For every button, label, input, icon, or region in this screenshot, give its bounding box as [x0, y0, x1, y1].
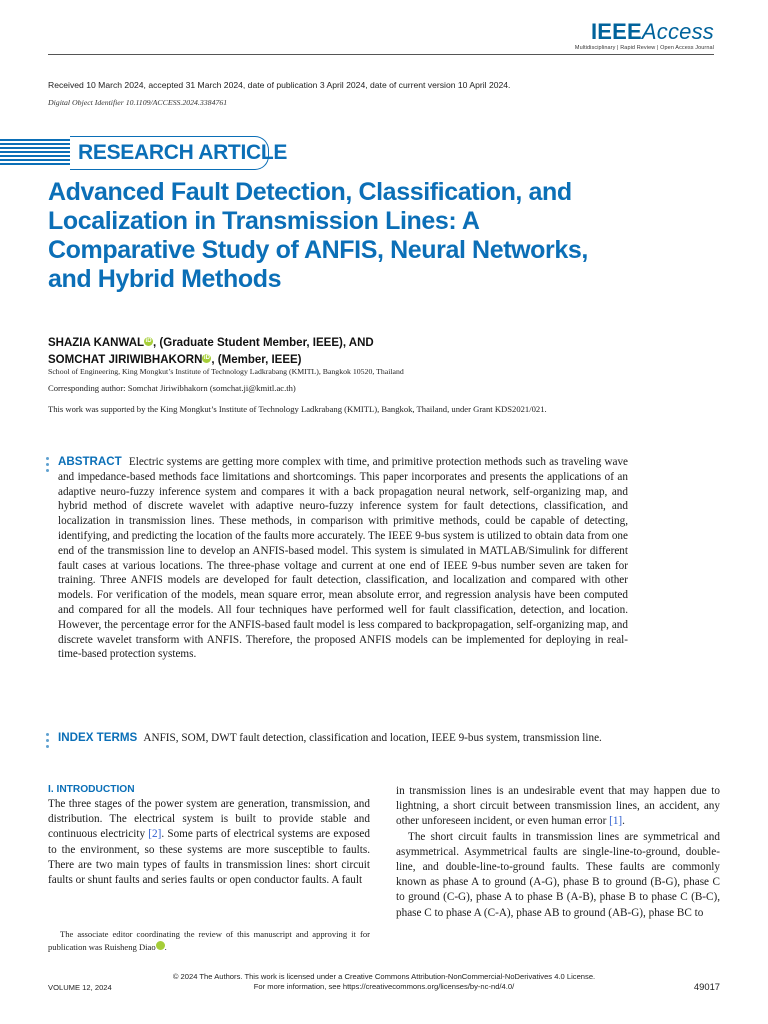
logo-wordmark [575, 20, 714, 44]
author-name: SHAZIA KANWAL [48, 337, 145, 349]
doi-line: Digital Object Identifier 10.1109/ACCESS.2024.3384761 [48, 98, 228, 107]
text-run: in transmission lines is an undesirable event that may happen due to lightning, a short circuit between transmission lines, an accident, any other unforeseen incident, or even human error [396, 785, 720, 828]
author-name: SOMCHAT JIRIWIBHAKORN [48, 354, 203, 366]
editor-note: The associate editor coordinating the review of this manuscript and approving it for publication was Ruisheng Diao iD. [48, 929, 370, 952]
intro-paragraph-3: The short circuit faults in transmission lines are symmetrical and asymmetrical. Asymmetrical faults are single-line-to-ground, double-line, and double-line-to-ground faults. These faults are commonly known as phase A to ground (A-G), phase B to ground (B-G), phase C to ground (C-G), phase A to phase B (A-B), phase B to phase C (B-C), phase C to phase A (C-A), phase AB to ground (AB-G), phase BC to [396, 830, 720, 919]
author-list [48, 335, 374, 369]
logo-tagline: Multidisciplinary | Rapid Review | Open Access Journal [574, 45, 714, 51]
abstract-heading: ABSTRACT [58, 455, 122, 468]
volume-label: VOLUME 12, 2024 [48, 983, 112, 992]
logo-access: Access [641, 19, 714, 44]
editor-note-text: The associate editor coordinating the review of this manuscript and approving it for publication was Ruisheng Diao [48, 929, 370, 952]
license-line: © 2024 The Authors. This work is licensed under a Creative Commons Attribution-NonCommercial-NoDerivatives 4.0 License. [172, 972, 596, 981]
abstract [58, 455, 628, 662]
corresponding-author: Corresponding author: Somchat Jiriwibhakorn (somchat.ji@kmitl.ac.th) [48, 383, 296, 393]
journal-logo [575, 20, 714, 51]
orcid-icon[interactable]: iD [145, 338, 152, 344]
license-notice [0, 972, 768, 992]
article-type-label: RESEARCH ARTICLE [78, 141, 288, 164]
author-role: , (Member, IEEE) [211, 354, 302, 366]
index-terms-text: ANFIS, SOM, DWT fault detection, classification and location, IEEE 9-bus system, transmission line. [143, 732, 602, 744]
intro-paragraph-2 [396, 784, 720, 830]
right-column [396, 784, 720, 921]
banner-stripes-icon [0, 139, 70, 169]
license-link-line[interactable]: For more information, see https://creativecommons.org/licenses/by-nc-nd/4.0/ [253, 982, 515, 991]
text-run: The three stages of the power system are generation, transmission, and distribution. The electrical system is built to provide stable and continuous electricity [48, 798, 370, 841]
received-dates: Received 10 March 2024, accepted 31 March 2024, date of publication 3 April 2024, date of current version 10 April 2024. [48, 80, 511, 90]
header-divider [48, 54, 714, 55]
citation-link[interactable]: [1] [609, 815, 623, 828]
citation-link[interactable]: [2] [148, 828, 162, 841]
funding-statement: This work was supported by the King Mongkut’s Institute of Technology Ladkrabang (KMITL), Bangkok, Thailand, under Grant KDS2021/021. [48, 404, 547, 414]
affiliation: School of Engineering, King Mongkut’s Institute of Technology Ladkrabang (KMITL), Bangkok 10520, Thailand [48, 367, 404, 376]
abstract-text: Electric systems are getting more complex with time, and primitive protection methods such as traveling wave and impedance-based methods face limitations and shortcomings. This paper incorporates and presents the applications of an adaptive neuro-fuzzy inference system and compares it with a back propagation neural network, self-organizing map, and hybrid method of discrete wavelet with adaptive neuro-fuzzy inference system for fault detections, classification, and localization in transmission lines. These methods, in comparison with primitive methods, could be capable of detecting, identifying, and predicting the location of the faults more accurately. The IEEE 9-bus system is utilized to obtain data from one end of the transmission line to develop an ANFIS-based model. This system is simulated in MATLAB/Simulink for different fault cases at various locations. The three-phase voltage and current at one end of IEEE 9-bus number seven are taken for training. Three ANFIS models are developed for fault detection, classification, and localization and compared with other models. For verification of the models, mean square error, mean absolute error, and regression analysis have been computed and compared for all the models. All four techniques have performed well for fault classification, detection, and location. However, the percentage error for the ANFIS-based fault model is less compared to backpropagation, self-organizing map, and discrete wavelet transform with ANFIS. Therefore, the proposed ANFIS models can be implemented for deploying in real-time-based protection systems. [58, 456, 629, 661]
index-terms-heading: INDEX TERMS [58, 731, 138, 744]
left-column [48, 784, 370, 888]
abstract-dots-icon [46, 457, 50, 475]
index-terms-dots-icon [46, 733, 50, 751]
index-terms [58, 731, 628, 746]
orcid-icon[interactable]: iD [203, 355, 210, 361]
text-run: . Some parts of electrical systems are exposed to the environment, so these systems are more susceptible to faults. There are two main types of faults in transmission lines: short circuit faults or shunt faults and series faults or open conductor faults. A fault [48, 828, 370, 887]
page-number: 49017 [693, 981, 720, 992]
article-type-banner [0, 136, 300, 172]
section-heading: I. INTRODUCTION [48, 784, 135, 795]
intro-paragraph-1 [48, 797, 370, 888]
paper-title: Advanced Fault Detection, Classification, and Localization in Transmission Lines: A Comparative Study of ANFIS, Neural Networks, and Hybrid Methods [48, 178, 588, 293]
text-run: . [622, 815, 625, 828]
author-line-1 [48, 335, 374, 352]
orcid-icon[interactable]: iD [156, 941, 165, 950]
logo-ieee: IEEE [590, 19, 642, 44]
author-role: , (Graduate Student Member, IEEE), AND [153, 337, 374, 349]
